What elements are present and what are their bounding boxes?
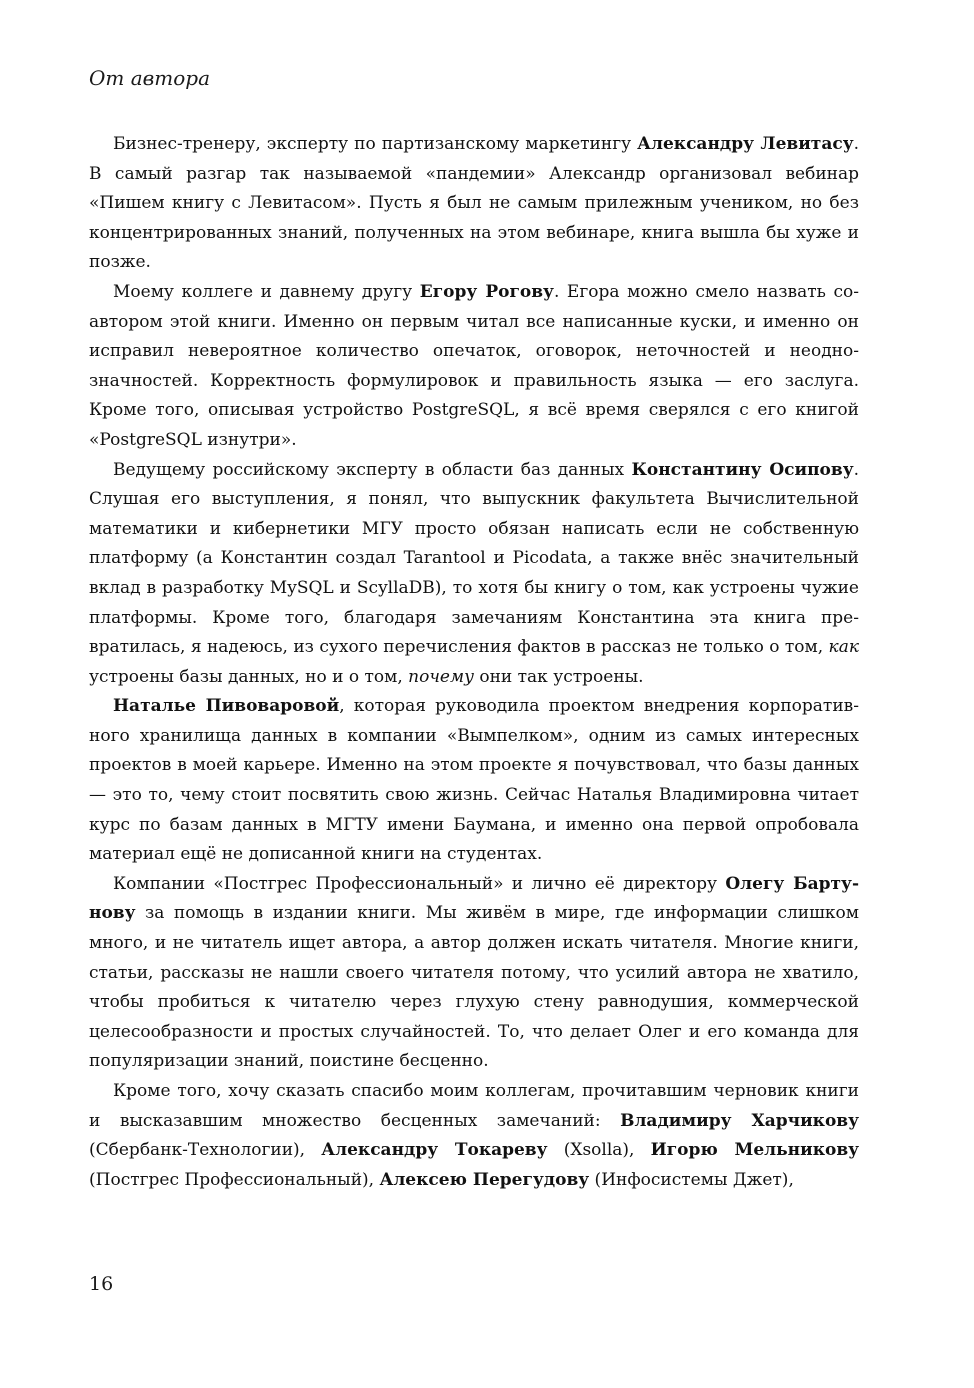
text-run: Бизнес-тренеру, эксперту по партизанскому маркетингу: [113, 134, 638, 154]
text-run: (Инфосистемы Джет),: [589, 1169, 794, 1190]
text-run: Кроме того, хочу сказать спасибо моим коллегам, прочитавшим черновик книги и высказавшим множество бесценных замечаний:: [89, 1081, 859, 1131]
paragraph-bartunov: [89, 870, 859, 1077]
paragraph-levitas: [89, 130, 859, 278]
acknowledgements-text: [89, 130, 859, 1195]
emphasis: почему: [408, 666, 474, 687]
paragraph-osipov: [89, 456, 859, 693]
person-name: Игорю Мельникову: [650, 1140, 860, 1161]
text-run: Компании «Постгрес Профессиональный» и лично её директору: [113, 873, 726, 894]
emphasis: как: [828, 637, 859, 658]
text-run: (Сбербанк-Технологии),: [89, 1140, 322, 1161]
text-run: Ведущему российскому эксперту в области баз данных: [113, 459, 632, 480]
text-run: Моему коллеге и давнему другу: [113, 281, 420, 302]
person-name: Егору Рогову: [419, 281, 554, 302]
text-run: . Слушая его выступления, я понял, что выпускник факультета Вычислительной математики и кибернетики МГУ просто обязан написать если не собственную платформу (а Константин создал Tarantool и Picodata, а также внёс значительный вклад в разработку MySQL и ScyllaDB), то хотя бы книгу о том, как устроены чужие платформы. Кроме того, благодаря замечаниям Константина эта книга превратилась, я надеюсь, из сухого перечисления фактов в рассказ не только о том,: [89, 459, 859, 658]
person-name: Наталье Пивоваровой: [113, 696, 340, 717]
text-run: . В самый разгар так называемой «пандемии» Александр организовал вебинар «Пишем книгу с Левитасом». Пусть я был не самым прилежным учеником, но без концентрированных знаний, полученных на этом вебинаре, книга вышла бы хуже и позже.: [89, 134, 859, 273]
text-run: , которая руководила проектом внедрения корпоративного хранилища данных в компании «Вымпелком», одним из самых интересных проектов в моей карьере. Именно на этом проекте я почувствовал, что базы данных — это то, чему стоит посвятить свою жизнь. Сейчас Наталья Владимировна читает курс по базам данных в МГТУ имени Баумана, и именно она первой опробовала материал ещё не дописанной книги на студентах.: [89, 696, 859, 865]
paragraph-rogov: [89, 278, 859, 456]
person-name: Алексею Перегудову: [379, 1169, 590, 1190]
person-name: Константину Осипову: [631, 459, 854, 480]
text-run: за помощь в издании книги. Мы живём в мире, где информации слишком много, и не читатель ищет автора, а автор должен искать читателя. Многие книги, статьи, рассказы не нашли своего читателя потому, что усилий автора не хватило, чтобы пробиться к читателю через глухую стену равнодушия, коммерческой целесообразности и простых случайностей. То, что делает Олег и его команда для популяризации знаний, поистине бесценно.: [89, 903, 859, 1072]
text-run: (Xsolla),: [547, 1140, 651, 1161]
person-name: Олегу Бартунову: [89, 873, 859, 924]
text-run: . Егора можно смело назвать соавтором этой книги. Именно он первым читал все написанные куски, и именно он исправил невероятное количество опечаток, оговорок, неточностей и неоднозначностей. Корректность формулировок и правильность языка — его заслуга. Кроме того, описывая устройство PostgreSQL, я всё время сверялся с его книгой «PostgreSQL изнутри».: [89, 281, 859, 450]
running-head: От автора: [89, 66, 211, 90]
paragraph-colleagues: [89, 1077, 859, 1195]
text-run: они так устроены.: [473, 666, 644, 687]
page-number: 16: [89, 1273, 114, 1295]
text-run: устроены базы данных, но и о том,: [89, 666, 409, 687]
person-name: Александру Левитасу: [637, 134, 854, 154]
paragraph-pivovarova: [89, 692, 859, 870]
person-name: Владимиру Харчикову: [620, 1110, 859, 1131]
person-name: Александру Токареву: [321, 1140, 548, 1161]
text-run: (Постгрес Профессиональный),: [89, 1169, 380, 1190]
